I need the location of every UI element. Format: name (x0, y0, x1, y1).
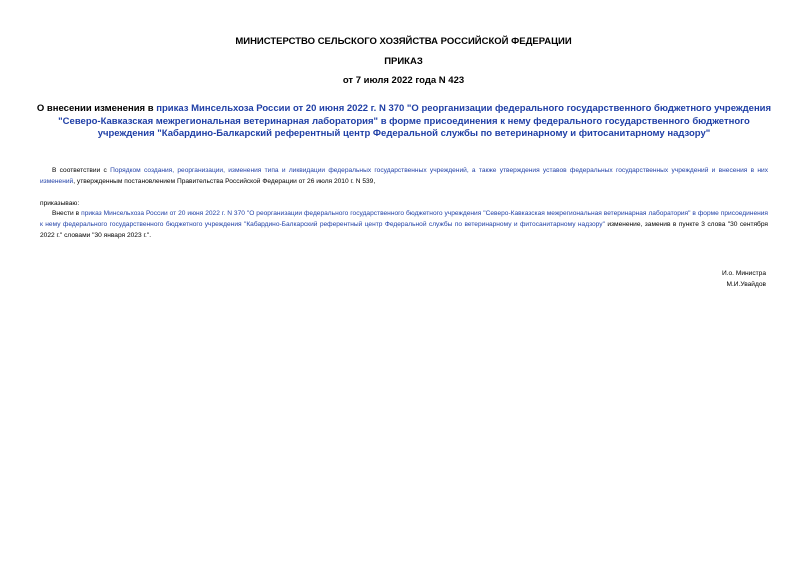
preamble-paragraph (40, 165, 768, 187)
procedure-link[interactable]: Порядком создания, реорганизации, изменения типа и ликвидации федеральных государственных учреждений, а также утверждения уставов федеральных государственных учреждений и внесения в них изменений (40, 167, 769, 185)
order-word: приказываю: (40, 200, 80, 207)
order-prefix: Внести в (52, 210, 82, 217)
signatory-position: И.о. Министра (721, 270, 766, 277)
preamble-suffix: , утвержденным постановлением Правительства Российской Федерации от 26 июля 2010 г. N 539, (73, 178, 376, 185)
document-type: ПРИКАЗ (384, 56, 423, 67)
signatory-name: М.И.Увайдов (726, 281, 766, 288)
order-370-link[interactable]: приказ Минсельхоза России от 20 июня 2022 г. N 370 "О реорганизации федерального государственного бюджетного учреждения "Северо-Кавказская межрегиональная ветеринарная лаборатория" в форме присоединения к нему федерального государственного бюджетного учреждения "Кабардино-Балкарский референтный центр Федеральной службы по ветеринарному и фитосанитарному надзору" (40, 210, 769, 228)
document-title (36, 103, 772, 141)
title-order-link[interactable]: приказ Минсельхоза России от 20 июня 2022 г. N 370 "О реорганизации федерального государственного бюджетного учреждения "Северо-Кавказская межрегиональная ветеринарная лаборатория" в форме присоединения к нему федерального государственного бюджетного учреждения "Кабардино-Балкарский референтный центр Федеральной службы по ветеринарному и фитосанитарному надзору" (58, 103, 772, 139)
ministry-heading: МИНИСТЕРСТВО СЕЛЬСКОГО ХОЗЯЙСТВА РОССИЙСКОЙ ФЕДЕРАЦИИ (235, 36, 572, 47)
order-suffix: изменение, заменив в пункте 3 слова "30 сентября 2022 г." словами "30 января 2023 г.". (40, 221, 768, 239)
title-prefix: О внесении изменения в (36, 103, 157, 114)
document-date-number: от 7 июля 2022 года N 423 (342, 75, 465, 86)
preamble-prefix: В соответствии с (52, 167, 111, 174)
order-paragraph (40, 208, 768, 241)
